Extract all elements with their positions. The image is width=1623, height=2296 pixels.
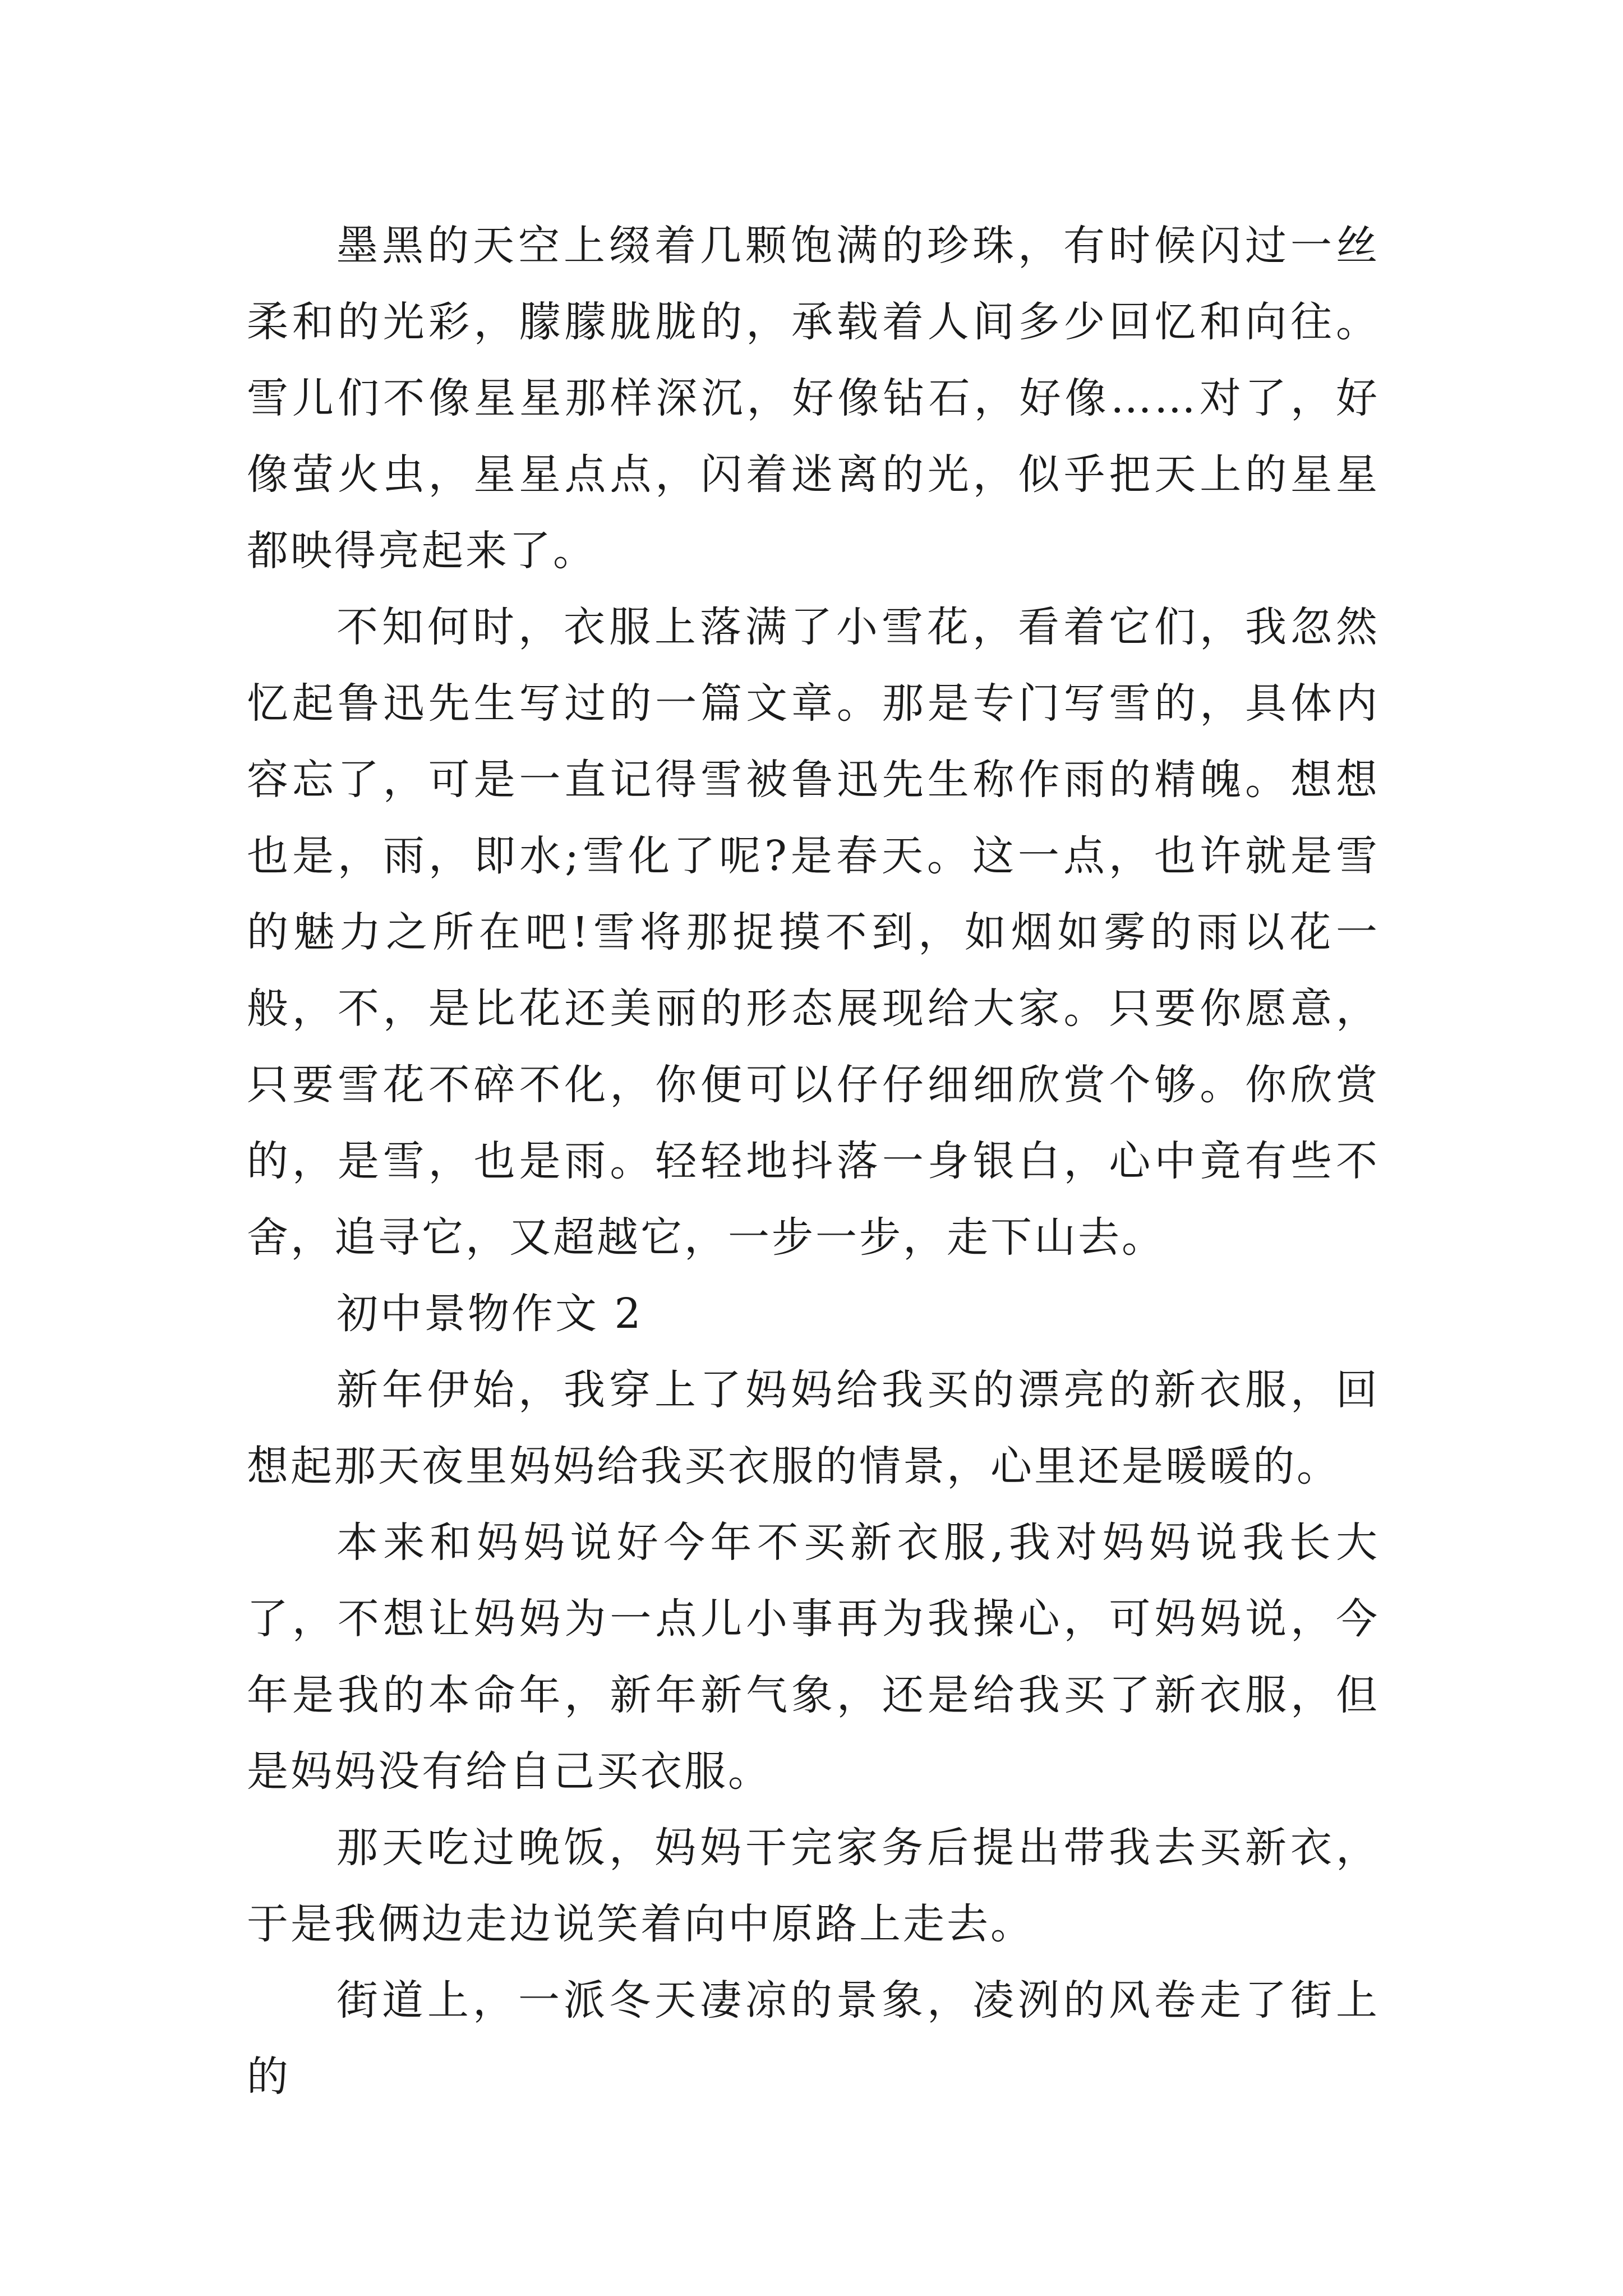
paragraph-snowflakes: 不知何时，衣服上落满了小雪花，看着它们，我忽然忆起鲁迅先生写过的一篇文章。那是专门写雪的，具体内容忘了，可是一直记得雪被鲁迅先生称作雨的精魄。想想也是，雨，即水;雪化了呢?是春天。这一点，也许就是雪的魅力之所在吧!雪将那捉摸不到，如烟如雾的雨以花一般，不，是比花还美丽的形态展现给大家。只要你愿意，只要雪花不碎不化，你便可以仔仔细细欣赏个够。你欣赏的，是雪，也是雨。轻轻地抖落一身银白，心中竟有些不舍，追寻它，又超越它，一步一步，走下山去。 xyxy=(247,603,1380,1262)
paragraph-new-year: 新年伊始，我穿上了妈妈给我买的漂亮的新衣服，回想起那天夜里妈妈给我买衣服的情景，心里还是暖暖的。 xyxy=(247,1366,1380,1490)
paragraph-night-sky: 墨黑的天空上缀着几颗饱满的珍珠，有时候闪过一丝柔和的光彩，朦朦胧胧的，承载着人间多少回忆和向往。雪儿们不像星星那样深沉，好像钻石，好像……对了，好像萤火虫，星星点点，闪着迷离的光，似乎把天上的星星都映得亮起来了。 xyxy=(247,222,1380,575)
document-body xyxy=(247,208,1380,2115)
paragraph-no-new-clothes: 本来和妈妈说好今年不买新衣服,我对妈妈说我长大了，不想让妈妈为一点儿小事再为我操心，可妈妈说，今年是我的本命年，新年新气象，还是给我买了新衣服，但是妈妈没有给自己买衣服。 xyxy=(247,1519,1380,1796)
paragraph-after-dinner: 那天吃过晚饭，妈妈干完家务后提出带我去买新衣，于是我俩边走边说笑着向中原路上走去。 xyxy=(247,1824,1380,1948)
section-heading: 初中景物作文 2 xyxy=(336,1290,643,1338)
paragraph-street: 街道上，一派冬天凄凉的景象，凌洌的风卷走了街上的 xyxy=(247,1976,1380,2101)
